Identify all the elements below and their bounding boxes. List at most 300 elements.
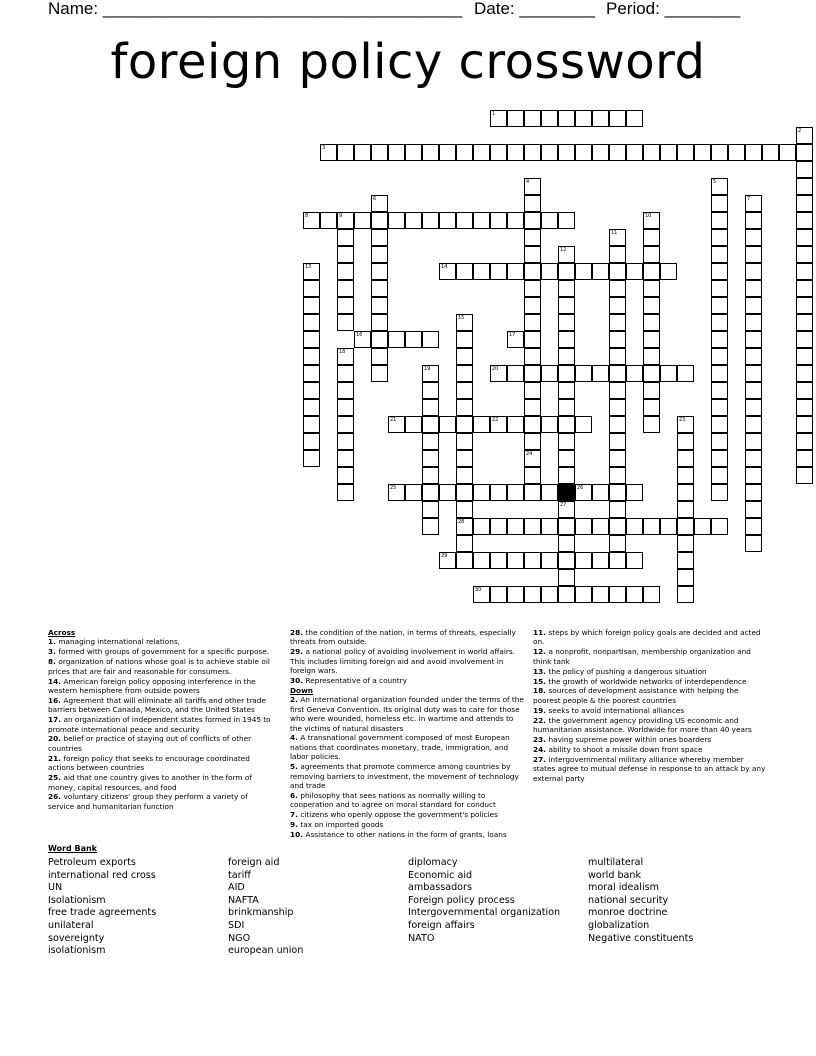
grid-cell[interactable] <box>371 246 388 263</box>
grid-cell[interactable] <box>303 450 320 467</box>
grid-cell[interactable] <box>677 467 694 484</box>
grid-cell[interactable] <box>303 331 320 348</box>
grid-cell[interactable] <box>796 127 813 144</box>
grid-cell[interactable] <box>439 484 456 501</box>
grid-cell[interactable] <box>524 433 541 450</box>
grid-cell[interactable] <box>524 297 541 314</box>
grid-cell[interactable] <box>609 552 626 569</box>
grid-cell[interactable] <box>660 365 677 382</box>
grid-cell[interactable] <box>456 535 473 552</box>
grid-cell[interactable] <box>371 314 388 331</box>
grid-cell[interactable] <box>694 144 711 161</box>
grid-cell[interactable] <box>388 331 405 348</box>
grid-cell[interactable] <box>626 365 643 382</box>
grid-cell[interactable] <box>677 365 694 382</box>
grid-cell[interactable] <box>711 263 728 280</box>
grid-cell[interactable] <box>473 552 490 569</box>
grid-cell[interactable] <box>796 331 813 348</box>
grid-cell[interactable] <box>558 144 575 161</box>
grid-cell[interactable] <box>677 586 694 603</box>
grid-cell[interactable] <box>388 144 405 161</box>
grid-cell[interactable] <box>660 144 677 161</box>
grid-cell[interactable] <box>320 144 337 161</box>
grid-cell[interactable] <box>643 331 660 348</box>
grid-cell[interactable] <box>609 314 626 331</box>
grid-cell[interactable] <box>643 212 660 229</box>
grid-cell[interactable] <box>745 535 762 552</box>
grid-cell[interactable] <box>541 263 558 280</box>
grid-cell[interactable] <box>337 246 354 263</box>
grid-cell[interactable] <box>609 399 626 416</box>
grid-cell[interactable] <box>524 484 541 501</box>
grid-cell[interactable] <box>575 110 592 127</box>
grid-cell[interactable] <box>626 586 643 603</box>
grid-cell[interactable] <box>745 450 762 467</box>
grid-cell[interactable] <box>592 586 609 603</box>
grid-cell[interactable] <box>337 467 354 484</box>
grid-cell[interactable] <box>609 263 626 280</box>
grid-cell[interactable] <box>490 263 507 280</box>
grid-cell[interactable] <box>507 331 524 348</box>
grid-cell[interactable] <box>456 263 473 280</box>
grid-cell[interactable] <box>643 382 660 399</box>
grid-cell[interactable] <box>439 416 456 433</box>
grid-cell[interactable] <box>609 110 626 127</box>
grid-cell[interactable] <box>558 246 575 263</box>
grid-cell[interactable] <box>745 433 762 450</box>
grid-cell[interactable] <box>575 144 592 161</box>
grid-cell[interactable] <box>303 280 320 297</box>
grid-cell[interactable] <box>711 229 728 246</box>
grid-cell[interactable] <box>745 144 762 161</box>
grid-cell[interactable] <box>473 484 490 501</box>
grid-cell[interactable] <box>677 535 694 552</box>
grid-cell[interactable] <box>337 450 354 467</box>
grid-cell[interactable] <box>558 518 575 535</box>
name-field[interactable]: Name: ______________________________________ <box>48 0 463 18</box>
grid-cell[interactable] <box>609 246 626 263</box>
grid-cell[interactable] <box>677 416 694 433</box>
grid-cell[interactable] <box>456 144 473 161</box>
grid-cell[interactable] <box>456 518 473 535</box>
grid-cell[interactable] <box>592 552 609 569</box>
grid-cell[interactable] <box>303 382 320 399</box>
grid-cell[interactable] <box>592 518 609 535</box>
grid-cell[interactable] <box>796 178 813 195</box>
grid-cell[interactable] <box>337 365 354 382</box>
grid-cell[interactable] <box>558 297 575 314</box>
grid-cell[interactable] <box>558 467 575 484</box>
grid-cell[interactable] <box>592 484 609 501</box>
grid-cell[interactable] <box>745 246 762 263</box>
grid-cell[interactable] <box>711 416 728 433</box>
grid-cell[interactable] <box>405 144 422 161</box>
grid-cell[interactable] <box>371 297 388 314</box>
grid-cell[interactable] <box>524 552 541 569</box>
grid-cell[interactable] <box>592 110 609 127</box>
grid-cell[interactable] <box>541 110 558 127</box>
grid-cell[interactable] <box>524 450 541 467</box>
grid-cell[interactable] <box>303 314 320 331</box>
grid-cell[interactable] <box>524 263 541 280</box>
grid-cell[interactable] <box>405 212 422 229</box>
grid-cell[interactable] <box>303 399 320 416</box>
grid-cell[interactable] <box>796 144 813 161</box>
grid-cell[interactable] <box>677 552 694 569</box>
grid-cell[interactable] <box>558 399 575 416</box>
grid-cell[interactable] <box>711 314 728 331</box>
grid-cell[interactable] <box>337 229 354 246</box>
grid-cell[interactable] <box>541 518 558 535</box>
grid-cell[interactable] <box>558 263 575 280</box>
grid-cell[interactable] <box>337 433 354 450</box>
grid-cell[interactable] <box>558 433 575 450</box>
grid-cell[interactable] <box>473 263 490 280</box>
grid-cell[interactable] <box>677 433 694 450</box>
grid-cell[interactable] <box>745 229 762 246</box>
grid-cell[interactable] <box>541 212 558 229</box>
grid-cell[interactable] <box>711 399 728 416</box>
grid-cell[interactable] <box>711 144 728 161</box>
grid-cell[interactable] <box>490 552 507 569</box>
grid-cell[interactable] <box>541 416 558 433</box>
grid-cell[interactable] <box>575 365 592 382</box>
period-field[interactable]: Period: ________ <box>606 0 741 18</box>
grid-cell[interactable] <box>456 399 473 416</box>
grid-cell[interactable] <box>711 450 728 467</box>
grid-cell[interactable] <box>524 467 541 484</box>
grid-cell[interactable] <box>337 348 354 365</box>
grid-cell[interactable] <box>643 144 660 161</box>
grid-cell[interactable] <box>609 501 626 518</box>
grid-cell[interactable] <box>558 314 575 331</box>
grid-cell[interactable] <box>456 382 473 399</box>
grid-cell[interactable] <box>524 144 541 161</box>
grid-cell[interactable] <box>439 263 456 280</box>
grid-cell[interactable] <box>558 552 575 569</box>
grid-cell[interactable] <box>524 348 541 365</box>
grid-cell[interactable] <box>303 416 320 433</box>
grid-cell[interactable] <box>558 450 575 467</box>
grid-cell[interactable] <box>575 552 592 569</box>
grid-cell[interactable] <box>558 110 575 127</box>
grid-cell[interactable] <box>303 297 320 314</box>
grid-cell[interactable] <box>405 331 422 348</box>
grid-cell[interactable] <box>524 212 541 229</box>
grid-cell[interactable] <box>524 399 541 416</box>
grid-cell[interactable] <box>405 416 422 433</box>
grid-cell[interactable] <box>609 365 626 382</box>
grid-cell[interactable] <box>796 263 813 280</box>
grid-cell[interactable] <box>507 365 524 382</box>
grid-cell[interactable] <box>609 280 626 297</box>
grid-cell[interactable] <box>609 382 626 399</box>
grid-cell[interactable] <box>677 484 694 501</box>
grid-cell[interactable] <box>796 348 813 365</box>
grid-cell[interactable] <box>456 212 473 229</box>
grid-cell[interactable] <box>609 484 626 501</box>
grid-cell[interactable] <box>677 518 694 535</box>
grid-cell[interactable] <box>711 518 728 535</box>
grid-cell[interactable] <box>507 416 524 433</box>
grid-cell[interactable] <box>490 586 507 603</box>
grid-cell[interactable] <box>473 586 490 603</box>
grid-cell[interactable] <box>354 212 371 229</box>
grid-cell[interactable] <box>354 331 371 348</box>
grid-cell[interactable] <box>626 110 643 127</box>
grid-cell[interactable] <box>422 365 439 382</box>
grid-cell[interactable] <box>303 365 320 382</box>
grid-cell[interactable] <box>711 246 728 263</box>
grid-cell[interactable] <box>371 144 388 161</box>
grid-cell[interactable] <box>422 518 439 535</box>
grid-cell[interactable] <box>524 314 541 331</box>
grid-cell[interactable] <box>422 484 439 501</box>
grid-cell[interactable] <box>456 331 473 348</box>
grid-cell[interactable] <box>541 365 558 382</box>
grid-cell[interactable] <box>677 569 694 586</box>
grid-cell[interactable] <box>490 416 507 433</box>
grid-cell[interactable] <box>711 467 728 484</box>
grid-cell[interactable] <box>745 382 762 399</box>
grid-cell[interactable] <box>745 348 762 365</box>
grid-cell[interactable] <box>592 144 609 161</box>
grid-cell[interactable] <box>796 246 813 263</box>
grid-cell[interactable] <box>320 212 337 229</box>
grid-cell[interactable] <box>558 382 575 399</box>
grid-cell[interactable] <box>643 348 660 365</box>
grid-cell[interactable] <box>592 365 609 382</box>
grid-cell[interactable] <box>575 416 592 433</box>
grid-cell[interactable] <box>456 348 473 365</box>
grid-cell[interactable] <box>643 586 660 603</box>
grid-cell[interactable] <box>643 229 660 246</box>
grid-cell[interactable] <box>796 314 813 331</box>
grid-cell[interactable] <box>711 297 728 314</box>
grid-cell[interactable] <box>609 348 626 365</box>
grid-cell[interactable] <box>490 110 507 127</box>
grid-cell[interactable] <box>371 365 388 382</box>
grid-cell[interactable] <box>337 297 354 314</box>
grid-cell[interactable] <box>609 331 626 348</box>
grid-cell[interactable] <box>422 433 439 450</box>
grid-cell[interactable] <box>371 212 388 229</box>
grid-cell[interactable] <box>371 195 388 212</box>
grid-cell[interactable] <box>609 433 626 450</box>
grid-cell[interactable] <box>558 501 575 518</box>
grid-cell[interactable] <box>303 263 320 280</box>
grid-cell[interactable] <box>371 229 388 246</box>
grid-cell[interactable] <box>354 144 371 161</box>
grid-cell[interactable] <box>456 314 473 331</box>
grid-cell[interactable] <box>541 144 558 161</box>
grid-cell[interactable] <box>643 399 660 416</box>
grid-cell[interactable] <box>490 365 507 382</box>
grid-cell[interactable] <box>796 297 813 314</box>
grid-cell[interactable] <box>796 161 813 178</box>
grid-cell[interactable] <box>711 433 728 450</box>
grid-cell[interactable] <box>762 144 779 161</box>
grid-cell[interactable] <box>609 467 626 484</box>
grid-cell[interactable] <box>660 518 677 535</box>
grid-cell[interactable] <box>371 263 388 280</box>
grid-cell[interactable] <box>456 416 473 433</box>
grid-cell[interactable] <box>575 484 592 501</box>
grid-cell[interactable] <box>439 552 456 569</box>
grid-cell[interactable] <box>473 518 490 535</box>
grid-cell[interactable] <box>796 416 813 433</box>
grid-cell[interactable] <box>558 280 575 297</box>
grid-cell[interactable] <box>507 552 524 569</box>
grid-cell[interactable] <box>677 501 694 518</box>
grid-cell[interactable] <box>388 484 405 501</box>
grid-cell[interactable] <box>609 586 626 603</box>
grid-cell[interactable] <box>337 280 354 297</box>
grid-cell[interactable] <box>796 212 813 229</box>
grid-cell[interactable] <box>660 263 677 280</box>
grid-cell[interactable] <box>626 518 643 535</box>
grid-cell[interactable] <box>337 314 354 331</box>
grid-cell[interactable] <box>643 416 660 433</box>
grid-cell[interactable] <box>745 314 762 331</box>
grid-cell[interactable] <box>490 212 507 229</box>
grid-cell[interactable] <box>490 484 507 501</box>
grid-cell[interactable] <box>490 144 507 161</box>
grid-cell[interactable] <box>507 484 524 501</box>
grid-cell[interactable] <box>337 144 354 161</box>
grid-cell[interactable] <box>796 467 813 484</box>
grid-cell[interactable] <box>609 518 626 535</box>
grid-cell[interactable] <box>592 263 609 280</box>
grid-cell[interactable] <box>558 365 575 382</box>
grid-cell[interactable] <box>456 365 473 382</box>
grid-cell[interactable] <box>643 314 660 331</box>
grid-cell[interactable] <box>439 212 456 229</box>
grid-cell[interactable] <box>371 280 388 297</box>
grid-cell[interactable] <box>507 110 524 127</box>
grid-cell[interactable] <box>626 484 643 501</box>
grid-cell[interactable] <box>745 365 762 382</box>
grid-cell[interactable] <box>337 212 354 229</box>
grid-cell[interactable] <box>524 518 541 535</box>
grid-cell[interactable] <box>524 229 541 246</box>
grid-cell[interactable] <box>524 110 541 127</box>
grid-cell[interactable] <box>524 178 541 195</box>
grid-cell[interactable] <box>711 484 728 501</box>
grid-cell[interactable] <box>524 280 541 297</box>
grid-cell[interactable] <box>745 331 762 348</box>
grid-cell[interactable] <box>575 518 592 535</box>
grid-cell[interactable] <box>541 484 558 501</box>
grid-cell[interactable] <box>745 195 762 212</box>
grid-cell[interactable] <box>609 144 626 161</box>
grid-cell[interactable] <box>422 399 439 416</box>
grid-cell[interactable] <box>337 416 354 433</box>
grid-cell[interactable] <box>779 144 796 161</box>
grid-cell[interactable] <box>456 501 473 518</box>
grid-cell[interactable] <box>796 195 813 212</box>
grid-cell[interactable] <box>507 263 524 280</box>
grid-cell[interactable] <box>711 348 728 365</box>
grid-cell[interactable] <box>745 212 762 229</box>
grid-cell[interactable] <box>643 280 660 297</box>
grid-cell[interactable] <box>711 212 728 229</box>
grid-cell[interactable] <box>439 144 456 161</box>
grid-cell[interactable] <box>524 246 541 263</box>
grid-cell[interactable] <box>541 586 558 603</box>
grid-cell[interactable] <box>422 450 439 467</box>
grid-cell[interactable] <box>711 331 728 348</box>
grid-cell[interactable] <box>388 212 405 229</box>
grid-cell[interactable] <box>626 552 643 569</box>
grid-cell[interactable] <box>694 518 711 535</box>
grid-cell[interactable] <box>456 467 473 484</box>
grid-cell[interactable] <box>558 348 575 365</box>
grid-cell[interactable] <box>422 331 439 348</box>
grid-cell[interactable] <box>456 484 473 501</box>
grid-cell[interactable] <box>558 212 575 229</box>
grid-cell[interactable] <box>711 280 728 297</box>
grid-cell[interactable] <box>558 535 575 552</box>
grid-cell[interactable] <box>796 399 813 416</box>
grid-cell[interactable] <box>796 365 813 382</box>
grid-cell[interactable] <box>745 501 762 518</box>
grid-cell[interactable] <box>388 416 405 433</box>
grid-cell[interactable] <box>507 212 524 229</box>
grid-cell[interactable] <box>303 348 320 365</box>
grid-cell[interactable] <box>337 263 354 280</box>
grid-cell[interactable] <box>711 382 728 399</box>
grid-cell[interactable] <box>422 144 439 161</box>
grid-cell[interactable] <box>796 382 813 399</box>
grid-cell[interactable] <box>728 144 745 161</box>
grid-cell[interactable] <box>575 263 592 280</box>
grid-cell[interactable] <box>337 484 354 501</box>
grid-cell[interactable] <box>745 484 762 501</box>
grid-cell[interactable] <box>745 297 762 314</box>
grid-cell[interactable] <box>473 144 490 161</box>
grid-cell[interactable] <box>524 382 541 399</box>
grid-cell[interactable] <box>524 416 541 433</box>
grid-cell[interactable] <box>643 297 660 314</box>
grid-cell[interactable] <box>575 586 592 603</box>
date-field[interactable]: Date: ________ <box>474 0 595 18</box>
grid-cell[interactable] <box>609 450 626 467</box>
grid-cell[interactable] <box>337 382 354 399</box>
grid-cell[interactable] <box>524 331 541 348</box>
grid-cell[interactable] <box>558 416 575 433</box>
grid-cell[interactable] <box>711 365 728 382</box>
grid-cell[interactable] <box>371 348 388 365</box>
grid-cell[interactable] <box>796 280 813 297</box>
grid-cell[interactable] <box>524 365 541 382</box>
grid-cell[interactable] <box>456 552 473 569</box>
grid-cell[interactable] <box>456 450 473 467</box>
grid-cell[interactable] <box>422 382 439 399</box>
grid-cell[interactable] <box>507 144 524 161</box>
grid-cell[interactable] <box>796 433 813 450</box>
grid-cell[interactable] <box>422 416 439 433</box>
grid-cell[interactable] <box>626 263 643 280</box>
grid-cell[interactable] <box>643 263 660 280</box>
grid-cell[interactable] <box>541 552 558 569</box>
grid-cell[interactable] <box>609 535 626 552</box>
grid-cell[interactable] <box>677 450 694 467</box>
grid-cell[interactable] <box>745 263 762 280</box>
grid-cell[interactable] <box>745 518 762 535</box>
grid-cell[interactable] <box>745 399 762 416</box>
grid-cell[interactable] <box>422 501 439 518</box>
